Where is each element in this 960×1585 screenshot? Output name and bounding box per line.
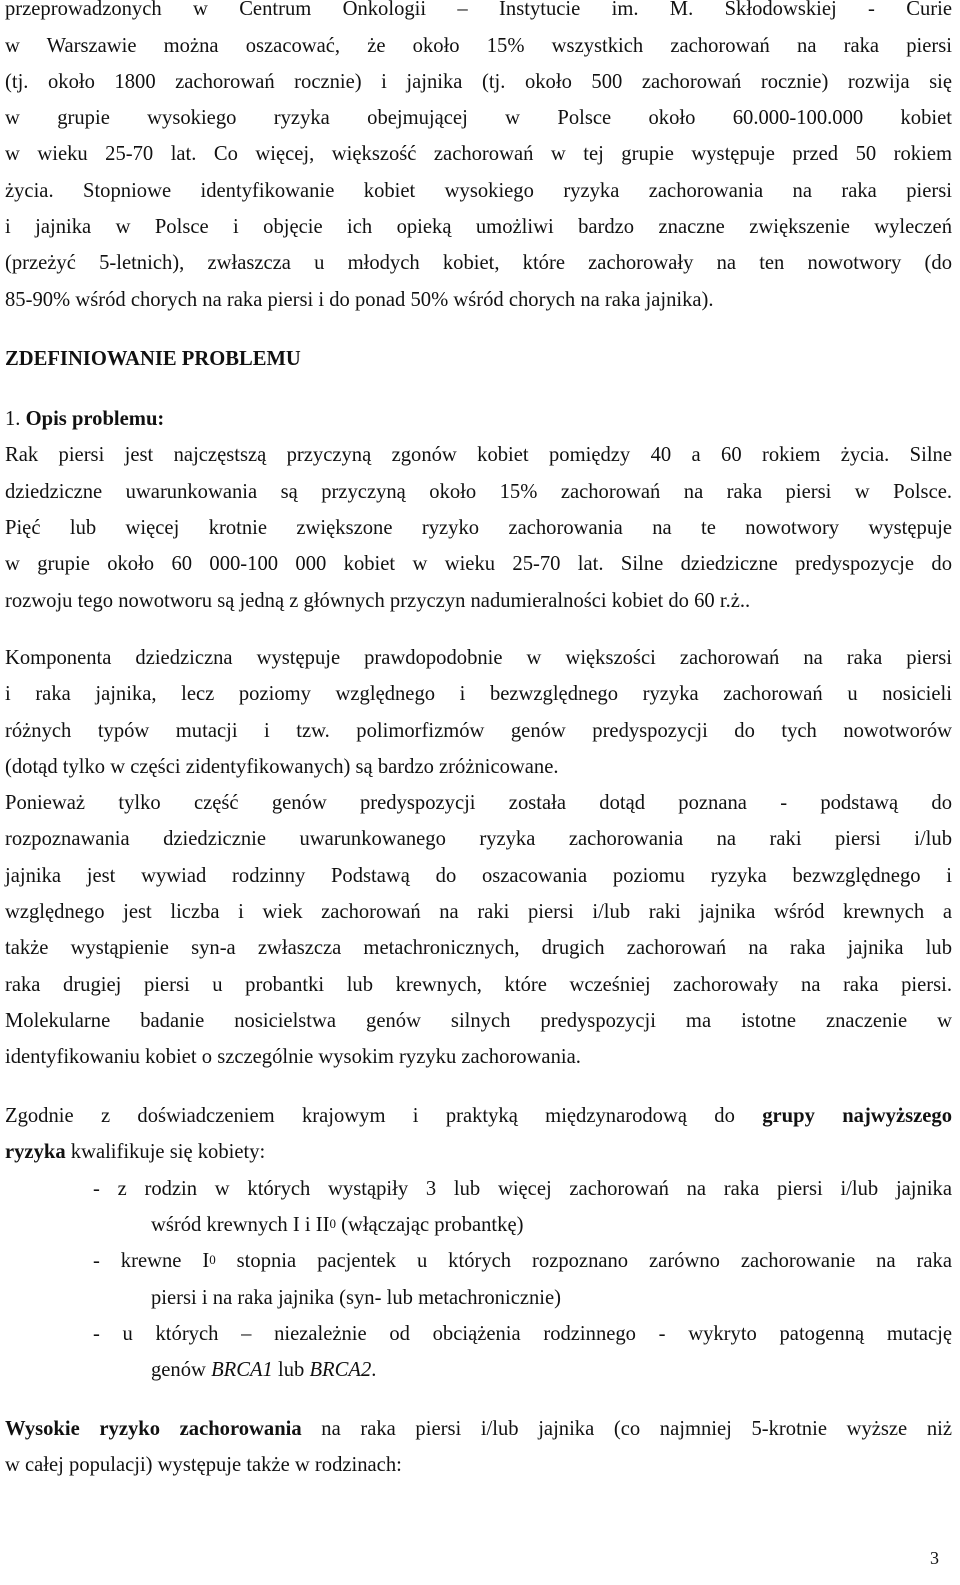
text-line: (przeżyć 5-letnich), zwłaszcza u młodych kobiet, które zachorowały na ten nowotwory (do bbox=[5, 252, 952, 274]
section-heading: ZDEFINIOWANIE PROBLEMU bbox=[5, 348, 301, 370]
superscript: 0 bbox=[209, 1252, 216, 1267]
bullet-continuation bbox=[151, 1210, 952, 1240]
bullet-continuation bbox=[151, 1355, 952, 1385]
text-line bbox=[5, 1101, 952, 1131]
bullet-line bbox=[93, 1246, 952, 1276]
superscript: 0 bbox=[329, 1216, 336, 1231]
bullet-continuation: piersi i na raka jajnika (syn- lub metachronicznie) bbox=[151, 1287, 561, 1309]
text-line: Pięć lub więcej krotnie zwiększone ryzyko zachorowania na te nowotwory występuje bbox=[5, 517, 952, 539]
text-line: Molekularne badanie nosicielstwa genów silnych predyspozycji ma istotne znaczenie w bbox=[5, 1010, 952, 1032]
text-line: identyfikowaniu kobiet o szczególnie wysokim ryzyku zachorowania. bbox=[5, 1046, 581, 1068]
text-line: w grupie wysokiego ryzyka obejmującej w Polsce około 60.000-100.000 kobiet bbox=[5, 107, 952, 129]
text-line bbox=[5, 1137, 952, 1167]
bold-span: ryzyka bbox=[5, 1141, 66, 1163]
text-span: lub bbox=[272, 1359, 310, 1381]
text-span: stopnia pacjentek u których rozpoznano zarówno zachorowanie na raka bbox=[215, 1250, 952, 1272]
text-line: względnego jest liczba i wiek zachorowań na raki piersi i/lub raki jajnika wśród krewnych a bbox=[5, 901, 952, 923]
text-span: Zgodnie z doświadczeniem krajowym i praktyką międzynarodową do bbox=[5, 1105, 763, 1127]
text-line: Rak piersi jest najczęstszą przyczyną zgonów kobiet pomiędzy 40 a 60 rokiem życia. Silne bbox=[5, 444, 952, 466]
text-line: w Warszawie można oszacować, że około 15% wszystkich zachorowań na raka piersi bbox=[5, 35, 952, 57]
bold-span: grupy najwyższego bbox=[762, 1105, 952, 1127]
bold-span: Wysokie ryzyko zachorowania bbox=[5, 1418, 302, 1440]
subsection-title: Opis problemu: bbox=[25, 408, 165, 430]
text-span: wśród krewnych I i II bbox=[151, 1214, 330, 1236]
bullet-line: - z rodzin w których wystąpiły 3 lub więcej zachorowań na raka piersi i/lub jajnika bbox=[93, 1178, 952, 1200]
text-line: w całej populacji) występuje także w rodzinach: bbox=[5, 1454, 402, 1476]
subsection-heading bbox=[5, 404, 952, 434]
text-line: rozpoznawania dziedzicznie uwarunkowanego ryzyka zachorowania na raki piersi i/lub bbox=[5, 828, 952, 850]
text-line: i jajnika w Polsce i objęcie ich opieką umożliwi bardzo znaczne zwiększenie wyleczeń bbox=[5, 216, 952, 238]
text-line bbox=[5, 1414, 952, 1444]
text-line: dziedziczne uwarunkowania są przyczyną około 15% zachorowań na raka piersi w Polsce. bbox=[5, 481, 952, 503]
text-line: różnych typów mutacji i tzw. polimorfizmów genów predyspozycji do tych nowotworów bbox=[5, 720, 952, 742]
text-line: w grupie około 60 000-100 000 kobiet w wieku 25-70 lat. Silne dziedziczne predyspozycje do bbox=[5, 553, 952, 575]
text-span: - krewne I bbox=[93, 1250, 210, 1272]
text-line: 85-90% wśród chorych na raka piersi i do ponad 50% wśród chorych na raka jajnika). bbox=[5, 289, 714, 311]
text-line: życia. Stopniowe identyfikowanie kobiet wysokiego ryzyka zachorowania na raka piersi bbox=[5, 180, 952, 202]
text-span: genów bbox=[151, 1359, 212, 1381]
text-line: Komponenta dziedziczna występuje prawdopodobnie w większości zachorowań na raka piersi bbox=[5, 647, 952, 669]
gene-name: BRCA1 bbox=[211, 1359, 273, 1381]
text-line: jajnika jest wywiad rodzinny Podstawą do oszacowania poziomu ryzyka bezwzględnego i bbox=[5, 865, 952, 887]
text-line: i raka jajnika, lecz poziomy względnego i bezwzględnego ryzyka zachorowań u nosicieli bbox=[5, 683, 952, 705]
text-line: także wystąpienie syn-a zwłaszcza metachronicznych, drugich zachorowań na raka jajnika lub bbox=[5, 937, 952, 959]
text-line: Ponieważ tylko część genów predyspozycji została dotąd poznana - podstawą do bbox=[5, 792, 952, 814]
text-line: przeprowadzonych w Centrum Onkologii – Instytucie im. M. Skłodowskiej - Curie bbox=[5, 0, 952, 20]
text-line: rozwoju tego nowotworu są jedną z głównych przyczyn nadumieralności kobiet do 60 r.ż.. bbox=[5, 590, 751, 612]
text-span: . bbox=[371, 1359, 377, 1381]
gene-name: BRCA2 bbox=[309, 1359, 372, 1381]
text-line: (dotąd tylko w części zidentyfikowanych) są bardzo zróżnicowane. bbox=[5, 756, 559, 778]
subsection-number: 1. bbox=[5, 408, 21, 430]
text-span: kwalifikuje się kobiety: bbox=[65, 1141, 266, 1163]
text-span: na raka piersi i/lub jajnika (co najmniej 5-krotnie wyższe niż bbox=[301, 1418, 952, 1440]
text-line: w wieku 25-70 lat. Co więcej, większość zachorowań w tej grupie występuje przed 50 rokiem bbox=[5, 143, 952, 165]
text-line: raka drugiej piersi u probantki lub krewnych, które wcześniej zachorowały na raka piersi. bbox=[5, 974, 952, 996]
bullet-line: - u których – niezależnie od obciążenia rodzinnego - wykryto patogenną mutację bbox=[93, 1323, 952, 1345]
text-span: (włączając probantkę) bbox=[335, 1214, 524, 1236]
page-number: 3 bbox=[930, 1548, 939, 1568]
text-line: (tj. około 1800 zachorowań rocznie) i jajnika (tj. około 500 zachorowań rocznie) rozwija się bbox=[5, 71, 952, 93]
